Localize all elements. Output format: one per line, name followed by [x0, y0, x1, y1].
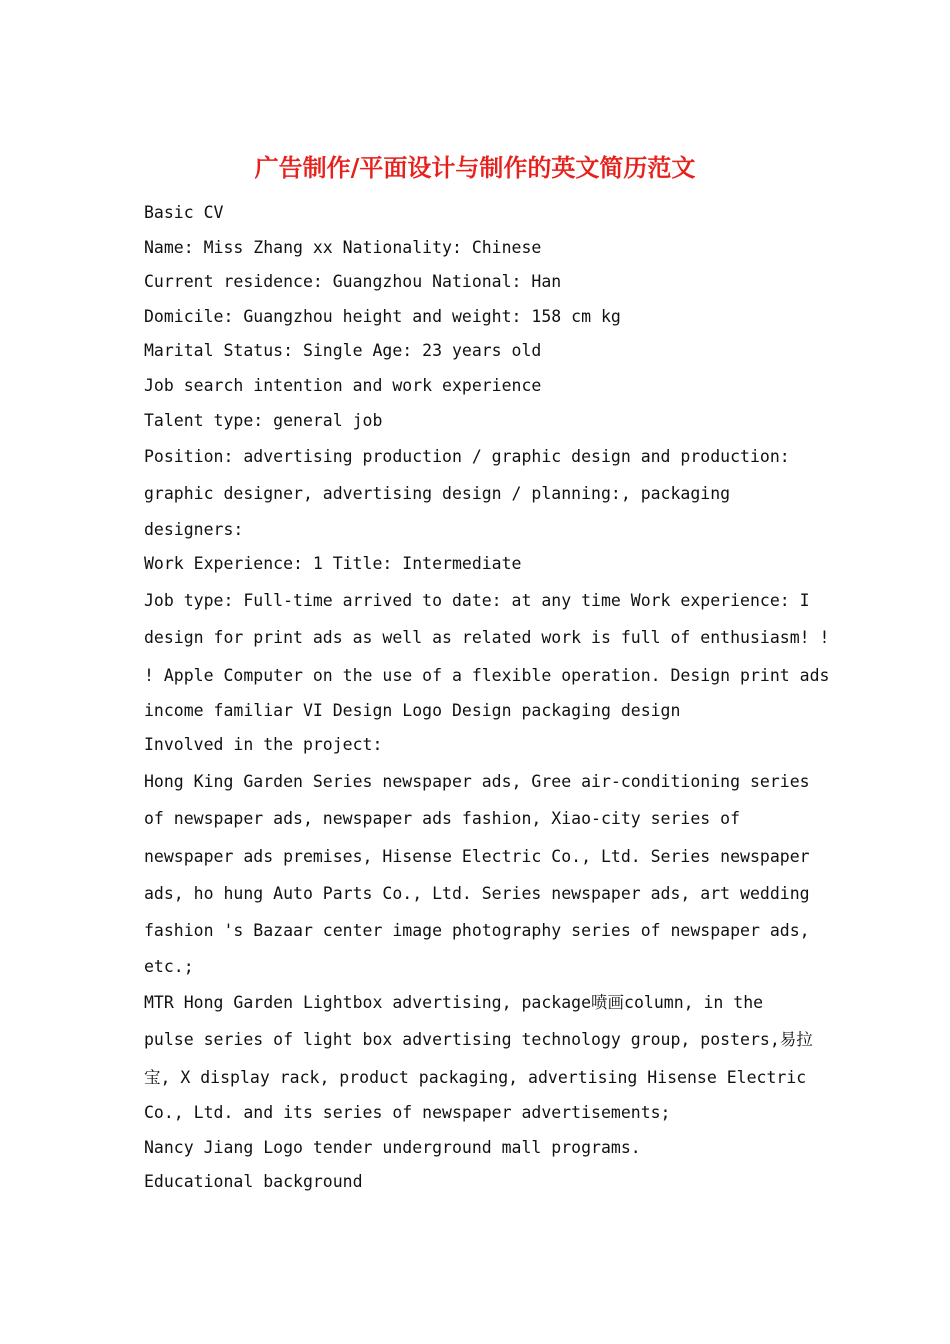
page-title: 广告制作/平面设计与制作的英文简历范文 — [254, 153, 696, 182]
job-type-row: Job type: Full-time arrived to date: at any time Work experience: I — [144, 590, 810, 610]
project-row: pulse series of light box advertising technology group, posters,易拉 — [144, 1030, 813, 1050]
position-row: Position: advertising production / graphic design and production: — [144, 447, 790, 467]
position-paragraph — [144, 438, 819, 547]
marital-line: Marital Status: Single Age: 23 years old — [144, 341, 542, 361]
domicile-line: Domicile: Guangzhou height and weight: 158 cm kg — [144, 306, 621, 326]
project-row: newspaper ads premises, Hisense Electric Co., Ltd. Series newspaper — [144, 846, 810, 866]
nancy-line: Nancy Jiang Logo tender underground mall programs. — [144, 1137, 641, 1157]
job-type-row: ! Apple Computer on the use of a flexible operation. Design print ads — [144, 665, 830, 685]
project-row: ads, ho hung Auto Parts Co., Ltd. Series newspaper ads, art wedding — [144, 883, 810, 903]
education-heading: Educational background — [144, 1172, 363, 1192]
project-row: fashion 's Bazaar center image photography series of newspaper ads, — [144, 921, 810, 941]
project-row: 宝, X display rack, product packaging, advertising Hisense Electric — [144, 1067, 807, 1087]
job-type-row: income familiar VI Design Logo Design packaging design — [144, 700, 681, 720]
job-type-row: design for print ads as well as related work is full of enthusiasm! ! — [144, 628, 830, 648]
name-line: Name: Miss Zhang xx Nationality: Chinese — [144, 237, 542, 257]
residence-line: Current residence: Guangzhou National: Han — [144, 272, 562, 292]
resume-body — [144, 196, 830, 1200]
project-heading: Involved in the project: — [144, 735, 383, 755]
job-intent-heading: Job search intention and work experience — [144, 375, 542, 395]
basic-cv-heading: Basic CV — [144, 203, 224, 222]
project-paragraph-2 — [144, 984, 819, 1130]
project-row: etc.; — [144, 956, 194, 976]
project-paragraph-1 — [144, 763, 819, 984]
position-row: graphic designer, advertising design / planning:, packaging — [144, 484, 731, 504]
work-experience-line: Work Experience: 1 Title: Intermediate — [144, 554, 522, 574]
talent-line: Talent type: general job — [144, 410, 383, 430]
project-row: MTR Hong Garden Lightbox advertising, package喷画column, in the — [144, 993, 764, 1013]
position-row: designers: — [144, 519, 244, 539]
project-row: Hong King Garden Series newspaper ads, Gree air-conditioning series — [144, 772, 810, 792]
job-type-paragraph — [144, 582, 830, 728]
project-row: Co., Ltd. and its series of newspaper advertisements; — [144, 1102, 671, 1122]
project-row: of newspaper ads, newspaper ads fashion, Xiao-city series of — [144, 809, 741, 829]
